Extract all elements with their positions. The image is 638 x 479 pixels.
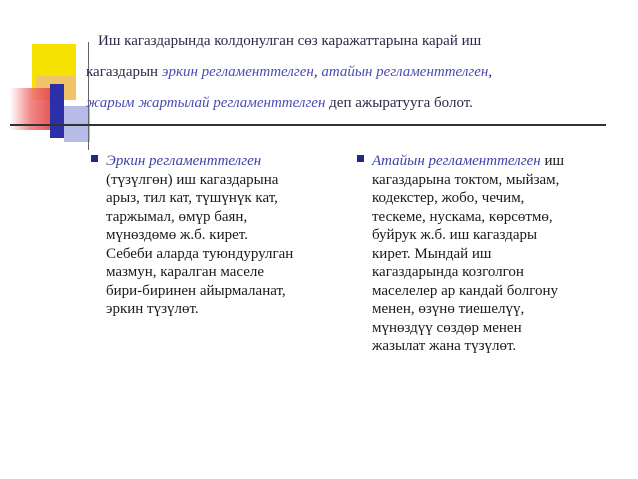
term-erkin: эркин регламенттелген: [161, 64, 314, 80]
term-jarym: жарым жартылай регламенттелген: [86, 95, 326, 111]
square-bullet-icon: [91, 155, 98, 162]
intro-line-1: Иш кагаздарында колдонулган сөз каражаттарына карай иш: [98, 33, 482, 49]
left-term: Эркин регламенттелген: [106, 153, 262, 169]
right-first-line: Атайын регламенттелген иш: [372, 153, 565, 169]
right-bullet-item: Атайын регламенттелген иш кагаздарына токтом, мыйзам, кодекстер, жобо, чечим, тескеме, нускама, көрсөтмө, буйрук ж.б. иш кагаздары кирет. Мындай иш кагаздарында козголгон маселелер ар кандай болгону менен, өзүнө тиешелүү, мүнөздүү сөздөр менен жазылат жана түзүлөт.: [372, 152, 612, 356]
right-term: Атайын регламенттелген: [372, 153, 541, 169]
intro-line-3: жарым жартылай регламенттелген деп ажыратууга болот.: [86, 95, 473, 111]
left-bullet-item: Эркин регламенттелген (түзүлгөн) иш кагаздарына арыз, тил кат, түшүнүк кат, таржымал, өмүр баян, мүнөздөмө ж.б. кирет. Себеби аларда туюндурулган мазмун, каралган маселе бири-биринен айырмаланат, эркин түзүлөт.: [106, 152, 338, 319]
intro-paragraph: [86, 26, 586, 119]
decor-blue-bar: [50, 84, 64, 138]
square-bullet-icon: [357, 155, 364, 162]
term-atayin: атайын регламенттелген: [321, 64, 489, 80]
intro-line-2: кагаздарын эркин регламенттелген, атайын регламенттелген,: [86, 64, 493, 80]
decor-horizontal-line: [10, 124, 606, 126]
